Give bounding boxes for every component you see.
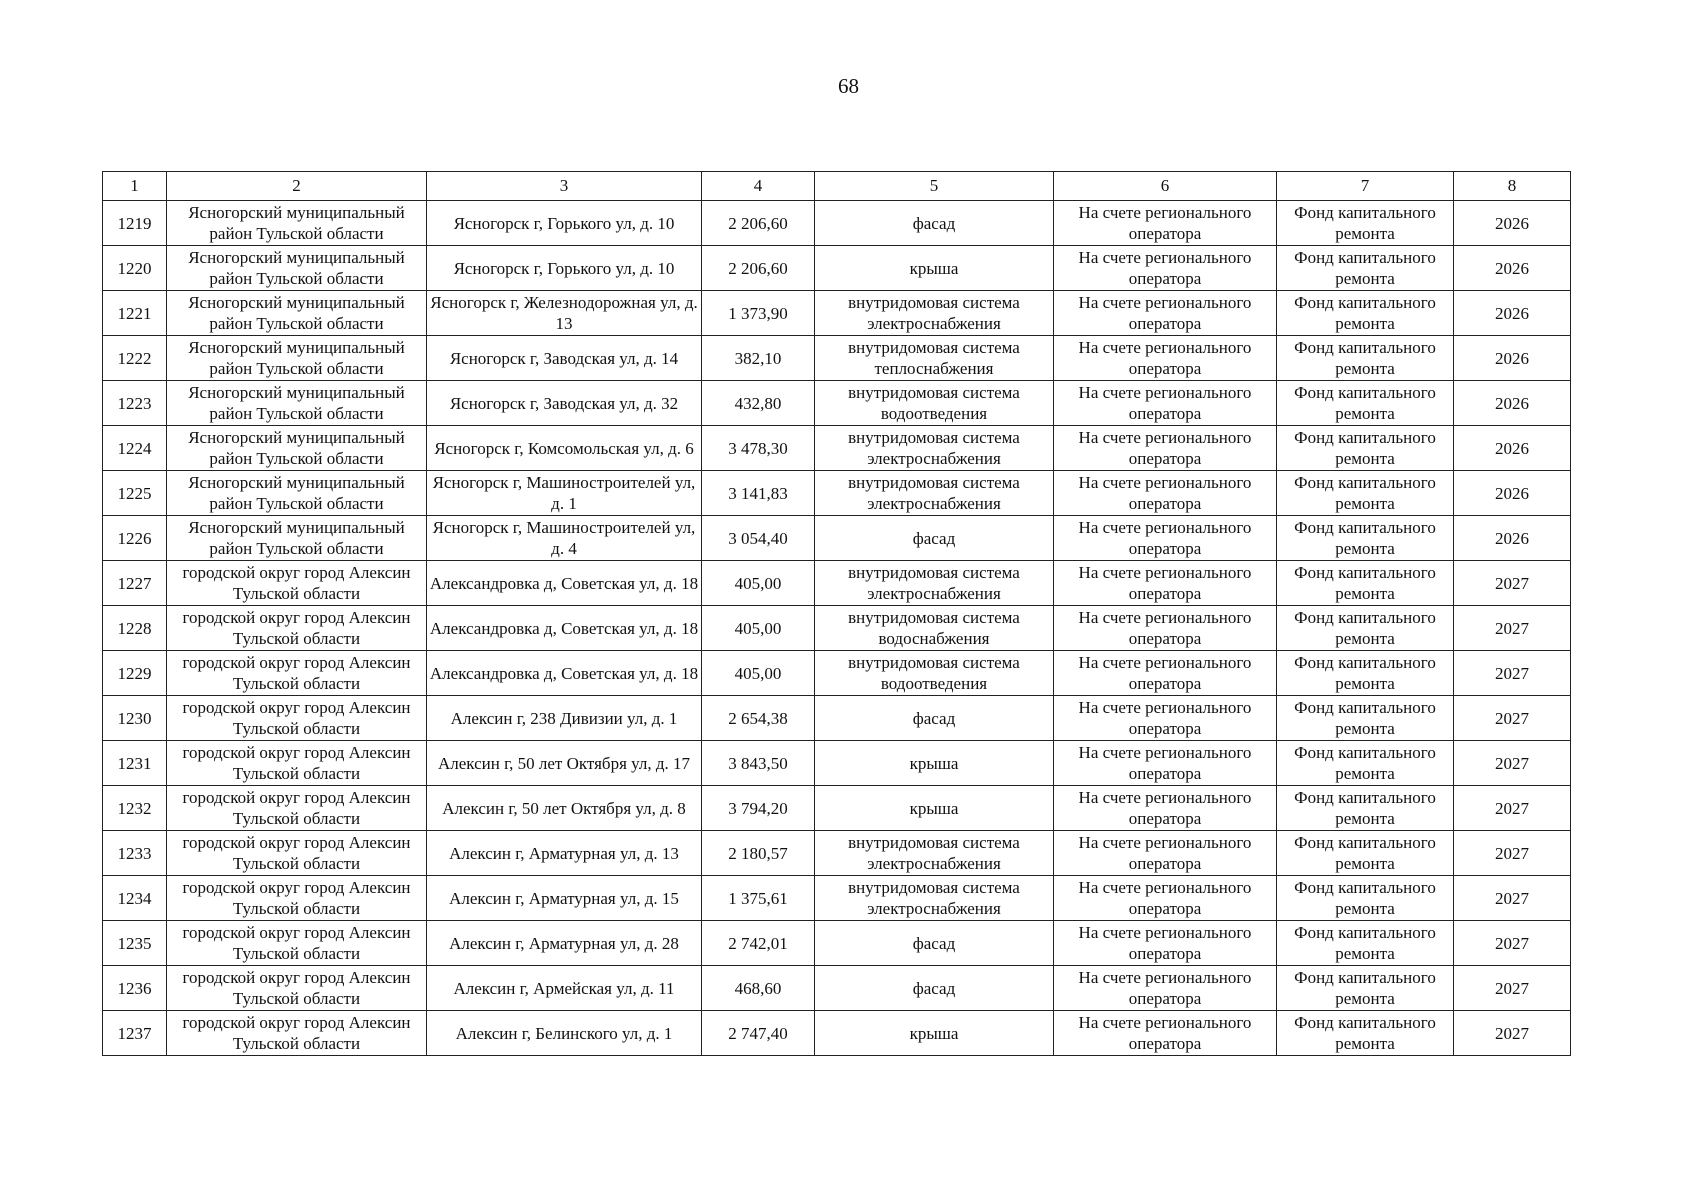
cell-year: 2027 [1454, 651, 1571, 696]
cell-municipality: Ясногорский муниципальный район Тульской области [167, 246, 427, 291]
cell-address: Александровка д, Советская ул, д. 18 [427, 606, 702, 651]
cell-funding-source: Фонд капитального ремонта [1277, 966, 1454, 1011]
cell-row-number: 1237 [103, 1011, 167, 1056]
cell-funding-source: Фонд капитального ремонта [1277, 426, 1454, 471]
header-row [103, 172, 1571, 201]
cell-municipality: Ясногорский муниципальный район Тульской области [167, 291, 427, 336]
cell-municipality: Ясногорский муниципальный район Тульской области [167, 336, 427, 381]
cell-address: Алексин г, Арматурная ул, д. 13 [427, 831, 702, 876]
cell-municipality: городской округ город Алексин Тульской области [167, 606, 427, 651]
header-cell-2: 2 [167, 172, 427, 201]
cell-address: Ясногорск г, Горького ул, д. 10 [427, 246, 702, 291]
cell-year: 2026 [1454, 336, 1571, 381]
cell-address: Ясногорск г, Комсомольская ул, д. 6 [427, 426, 702, 471]
cell-work-type: фасад [815, 966, 1054, 1011]
cell-fund-method: На счете регионального оператора [1054, 336, 1277, 381]
table-body [103, 201, 1571, 1056]
cell-address: Александровка д, Советская ул, д. 18 [427, 651, 702, 696]
cell-row-number: 1232 [103, 786, 167, 831]
cell-fund-method: На счете регионального оператора [1054, 606, 1277, 651]
cell-row-number: 1235 [103, 921, 167, 966]
cell-funding-source: Фонд капитального ремонта [1277, 831, 1454, 876]
cell-area: 3 794,20 [702, 786, 815, 831]
cell-fund-method: На счете регионального оператора [1054, 381, 1277, 426]
cell-funding-source: Фонд капитального ремонта [1277, 291, 1454, 336]
table-row [103, 516, 1571, 561]
cell-fund-method: На счете регионального оператора [1054, 561, 1277, 606]
table-row [103, 291, 1571, 336]
cell-year: 2026 [1454, 516, 1571, 561]
table-row [103, 696, 1571, 741]
cell-address: Ясногорск г, Заводская ул, д. 14 [427, 336, 702, 381]
cell-area: 2 742,01 [702, 921, 815, 966]
cell-funding-source: Фонд капитального ремонта [1277, 336, 1454, 381]
cell-funding-source: Фонд капитального ремонта [1277, 381, 1454, 426]
cell-year: 2026 [1454, 381, 1571, 426]
cell-work-type: внутридомовая система водоотведения [815, 651, 1054, 696]
cell-row-number: 1223 [103, 381, 167, 426]
table-row [103, 336, 1571, 381]
cell-fund-method: На счете регионального оператора [1054, 246, 1277, 291]
cell-funding-source: Фонд капитального ремонта [1277, 651, 1454, 696]
cell-fund-method: На счете регионального оператора [1054, 966, 1277, 1011]
cell-area: 3 054,40 [702, 516, 815, 561]
cell-address: Алексин г, Арматурная ул, д. 15 [427, 876, 702, 921]
cell-work-type: внутридомовая система электроснабжения [815, 876, 1054, 921]
cell-work-type: фасад [815, 516, 1054, 561]
cell-area: 1 375,61 [702, 876, 815, 921]
cell-fund-method: На счете регионального оператора [1054, 921, 1277, 966]
table-row [103, 921, 1571, 966]
cell-year: 2026 [1454, 246, 1571, 291]
cell-funding-source: Фонд капитального ремонта [1277, 201, 1454, 246]
cell-year: 2027 [1454, 921, 1571, 966]
table-row [103, 561, 1571, 606]
cell-year: 2027 [1454, 966, 1571, 1011]
cell-municipality: городской округ город Алексин Тульской области [167, 651, 427, 696]
cell-municipality: городской округ город Алексин Тульской области [167, 786, 427, 831]
cell-work-type: крыша [815, 246, 1054, 291]
cell-municipality: Ясногорский муниципальный район Тульской области [167, 471, 427, 516]
cell-municipality: городской округ город Алексин Тульской области [167, 741, 427, 786]
cell-work-type: крыша [815, 786, 1054, 831]
cell-row-number: 1226 [103, 516, 167, 561]
cell-year: 2027 [1454, 876, 1571, 921]
table-row [103, 651, 1571, 696]
table-row [103, 201, 1571, 246]
page-number: 68 [838, 74, 859, 98]
cell-funding-source: Фонд капитального ремонта [1277, 1011, 1454, 1056]
cell-row-number: 1233 [103, 831, 167, 876]
cell-funding-source: Фонд капитального ремонта [1277, 786, 1454, 831]
cell-area: 3 843,50 [702, 741, 815, 786]
cell-area: 468,60 [702, 966, 815, 1011]
cell-fund-method: На счете регионального оператора [1054, 1011, 1277, 1056]
capital-repair-table [102, 171, 1571, 1056]
cell-municipality: Ясногорский муниципальный район Тульской области [167, 516, 427, 561]
header-cell-4: 4 [702, 172, 815, 201]
header-cell-7: 7 [1277, 172, 1454, 201]
cell-address: Алексин г, 50 лет Октября ул, д. 17 [427, 741, 702, 786]
cell-fund-method: На счете регионального оператора [1054, 831, 1277, 876]
cell-area: 405,00 [702, 606, 815, 651]
table-row [103, 831, 1571, 876]
cell-address: Алексин г, Белинского ул, д. 1 [427, 1011, 702, 1056]
cell-work-type: фасад [815, 696, 1054, 741]
cell-area: 2 180,57 [702, 831, 815, 876]
table-row [103, 426, 1571, 471]
cell-fund-method: На счете регионального оператора [1054, 741, 1277, 786]
cell-fund-method: На счете регионального оператора [1054, 516, 1277, 561]
cell-address: Александровка д, Советская ул, д. 18 [427, 561, 702, 606]
cell-year: 2026 [1454, 471, 1571, 516]
cell-address: Ясногорск г, Железнодорожная ул, д. 13 [427, 291, 702, 336]
table-row [103, 786, 1571, 831]
table-row [103, 246, 1571, 291]
cell-year: 2027 [1454, 1011, 1571, 1056]
cell-address: Алексин г, 238 Дивизии ул, д. 1 [427, 696, 702, 741]
cell-row-number: 1228 [103, 606, 167, 651]
cell-row-number: 1222 [103, 336, 167, 381]
cell-address: Алексин г, 50 лет Октября ул, д. 8 [427, 786, 702, 831]
cell-fund-method: На счете регионального оператора [1054, 876, 1277, 921]
cell-funding-source: Фонд капитального ремонта [1277, 696, 1454, 741]
cell-row-number: 1221 [103, 291, 167, 336]
cell-area: 2 747,40 [702, 1011, 815, 1056]
cell-address: Ясногорск г, Машиностроителей ул, д. 4 [427, 516, 702, 561]
cell-work-type: крыша [815, 1011, 1054, 1056]
table-header [103, 172, 1571, 201]
cell-year: 2026 [1454, 201, 1571, 246]
header-cell-8: 8 [1454, 172, 1571, 201]
header-cell-3: 3 [427, 172, 702, 201]
cell-area: 2 206,60 [702, 201, 815, 246]
cell-fund-method: На счете регионального оператора [1054, 201, 1277, 246]
cell-municipality: городской округ город Алексин Тульской области [167, 966, 427, 1011]
cell-area: 432,80 [702, 381, 815, 426]
cell-area: 405,00 [702, 651, 815, 696]
table-row [103, 606, 1571, 651]
cell-row-number: 1229 [103, 651, 167, 696]
cell-area: 3 141,83 [702, 471, 815, 516]
cell-work-type: фасад [815, 921, 1054, 966]
cell-work-type: крыша [815, 741, 1054, 786]
table-row [103, 966, 1571, 1011]
cell-fund-method: На счете регионального оператора [1054, 651, 1277, 696]
cell-work-type: внутридомовая система водоотведения [815, 381, 1054, 426]
cell-year: 2027 [1454, 741, 1571, 786]
cell-address: Алексин г, Армейская ул, д. 11 [427, 966, 702, 1011]
header-cell-5: 5 [815, 172, 1054, 201]
cell-work-type: внутридомовая система электроснабжения [815, 561, 1054, 606]
cell-year: 2027 [1454, 606, 1571, 651]
cell-fund-method: На счете регионального оператора [1054, 786, 1277, 831]
cell-fund-method: На счете регионального оператора [1054, 471, 1277, 516]
cell-row-number: 1220 [103, 246, 167, 291]
cell-municipality: городской округ город Алексин Тульской области [167, 696, 427, 741]
table-row [103, 741, 1571, 786]
cell-row-number: 1219 [103, 201, 167, 246]
cell-area: 2 206,60 [702, 246, 815, 291]
table-row [103, 876, 1571, 921]
cell-address: Ясногорск г, Машиностроителей ул, д. 1 [427, 471, 702, 516]
cell-municipality: городской округ город Алексин Тульской области [167, 831, 427, 876]
cell-work-type: внутридомовая система электроснабжения [815, 831, 1054, 876]
table-row [103, 381, 1571, 426]
cell-area: 3 478,30 [702, 426, 815, 471]
cell-municipality: Ясногорский муниципальный район Тульской области [167, 201, 427, 246]
cell-work-type: внутридомовая система электроснабжения [815, 471, 1054, 516]
cell-year: 2027 [1454, 561, 1571, 606]
cell-fund-method: На счете регионального оператора [1054, 291, 1277, 336]
cell-area: 382,10 [702, 336, 815, 381]
cell-area: 1 373,90 [702, 291, 815, 336]
cell-funding-source: Фонд капитального ремонта [1277, 921, 1454, 966]
cell-year: 2027 [1454, 831, 1571, 876]
cell-address: Алексин г, Арматурная ул, д. 28 [427, 921, 702, 966]
cell-row-number: 1236 [103, 966, 167, 1011]
cell-funding-source: Фонд капитального ремонта [1277, 606, 1454, 651]
cell-year: 2027 [1454, 696, 1571, 741]
cell-funding-source: Фонд капитального ремонта [1277, 876, 1454, 921]
cell-area: 405,00 [702, 561, 815, 606]
cell-fund-method: На счете регионального оператора [1054, 696, 1277, 741]
cell-funding-source: Фонд капитального ремонта [1277, 741, 1454, 786]
cell-row-number: 1225 [103, 471, 167, 516]
cell-municipality: городской округ город Алексин Тульской области [167, 1011, 427, 1056]
cell-year: 2026 [1454, 426, 1571, 471]
cell-funding-source: Фонд капитального ремонта [1277, 471, 1454, 516]
cell-row-number: 1231 [103, 741, 167, 786]
cell-funding-source: Фонд капитального ремонта [1277, 246, 1454, 291]
cell-address: Ясногорск г, Горького ул, д. 10 [427, 201, 702, 246]
cell-municipality: Ясногорский муниципальный район Тульской области [167, 381, 427, 426]
cell-work-type: внутридомовая система водоснабжения [815, 606, 1054, 651]
cell-work-type: внутридомовая система электроснабжения [815, 426, 1054, 471]
cell-row-number: 1227 [103, 561, 167, 606]
cell-fund-method: На счете регионального оператора [1054, 426, 1277, 471]
cell-area: 2 654,38 [702, 696, 815, 741]
cell-row-number: 1230 [103, 696, 167, 741]
header-cell-1: 1 [103, 172, 167, 201]
cell-work-type: фасад [815, 201, 1054, 246]
cell-row-number: 1224 [103, 426, 167, 471]
cell-work-type: внутридомовая система электроснабжения [815, 291, 1054, 336]
cell-year: 2027 [1454, 786, 1571, 831]
table-row [103, 471, 1571, 516]
cell-municipality: городской округ город Алексин Тульской области [167, 561, 427, 606]
cell-municipality: Ясногорский муниципальный район Тульской области [167, 426, 427, 471]
header-cell-6: 6 [1054, 172, 1277, 201]
cell-municipality: городской округ город Алексин Тульской области [167, 876, 427, 921]
table-row [103, 1011, 1571, 1056]
cell-work-type: внутридомовая система теплоснабжения [815, 336, 1054, 381]
cell-municipality: городской округ город Алексин Тульской области [167, 921, 427, 966]
cell-funding-source: Фонд капитального ремонта [1277, 561, 1454, 606]
cell-address: Ясногорск г, Заводская ул, д. 32 [427, 381, 702, 426]
cell-year: 2026 [1454, 291, 1571, 336]
cell-row-number: 1234 [103, 876, 167, 921]
cell-funding-source: Фонд капитального ремонта [1277, 516, 1454, 561]
